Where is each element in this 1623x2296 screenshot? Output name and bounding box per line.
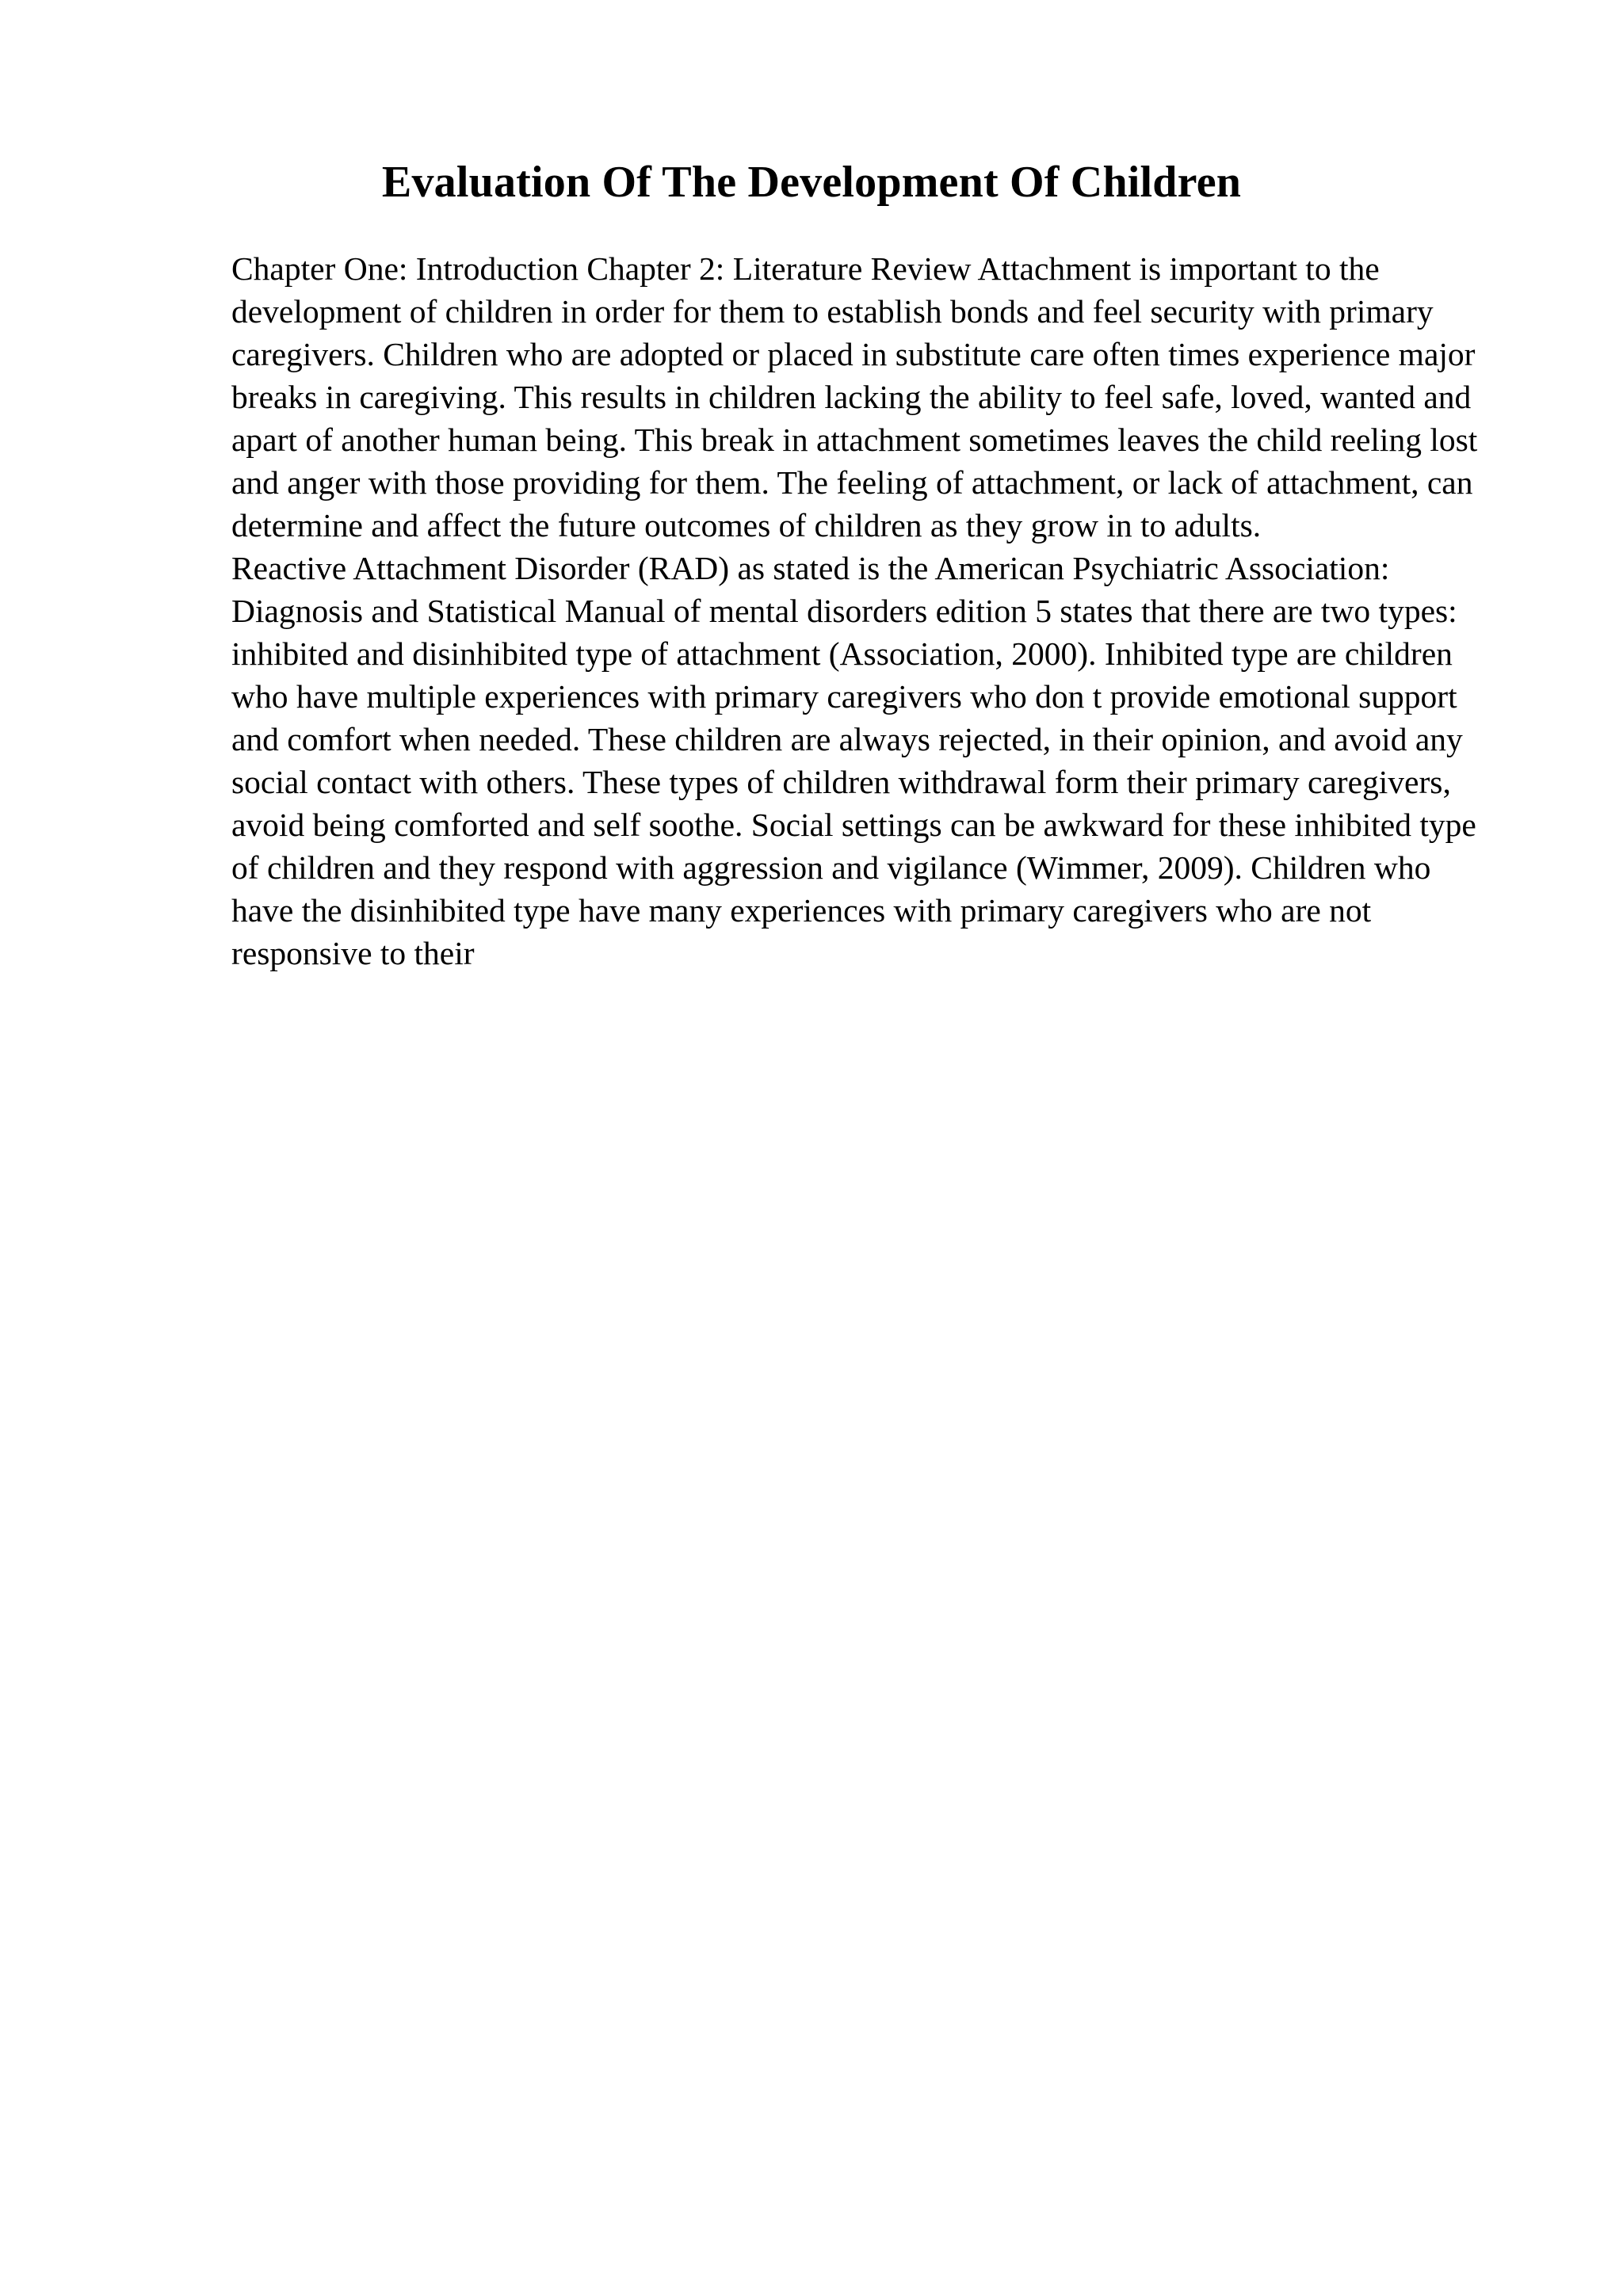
paragraph-introduction: Chapter One: Introduction Chapter 2: Literature Review Attachment is important to the development of children in order for them to establish bonds and feel security with primary caregivers. Children who are adopted or placed in substitute care often times experience major breaks in caregiving. This results in children lacking the ability to feel safe, loved, wanted and apart of another human being. This break in attachment sometimes leaves the child reeling lost and anger with those providing for them. The feeling of attachment, or lack of attachment, can determine and affect the future outcomes of children as they grow in to adults. <box>231 250 1478 543</box>
document-body <box>231 247 1491 974</box>
paragraph-reactive-attachment-disorder: Reactive Attachment Disorder (RAD) as stated is the American Psychiatric Association: Diagnosis and Statistical Manual of mental disorders edition 5 states that there are two types: inhibited and disinhibited type of attachment (Association, 2000). Inhibited type are children who have multiple experiences with primary caregivers who don t provide emotional support and comfort when needed. These children are always rejected, in their opinion, and avoid any social contact with others. These types of children withdrawal form their primary caregivers, avoid being comforted and self soothe. Social settings can be awkward for these inhibited type of children and they respond with aggression and vigilance (Wimmer, 2009). Children who have the disinhibited type have many experiences with primary caregivers who are not responsive to their <box>231 550 1476 971</box>
document-title: Evaluation Of The Development Of Children <box>381 158 1242 207</box>
